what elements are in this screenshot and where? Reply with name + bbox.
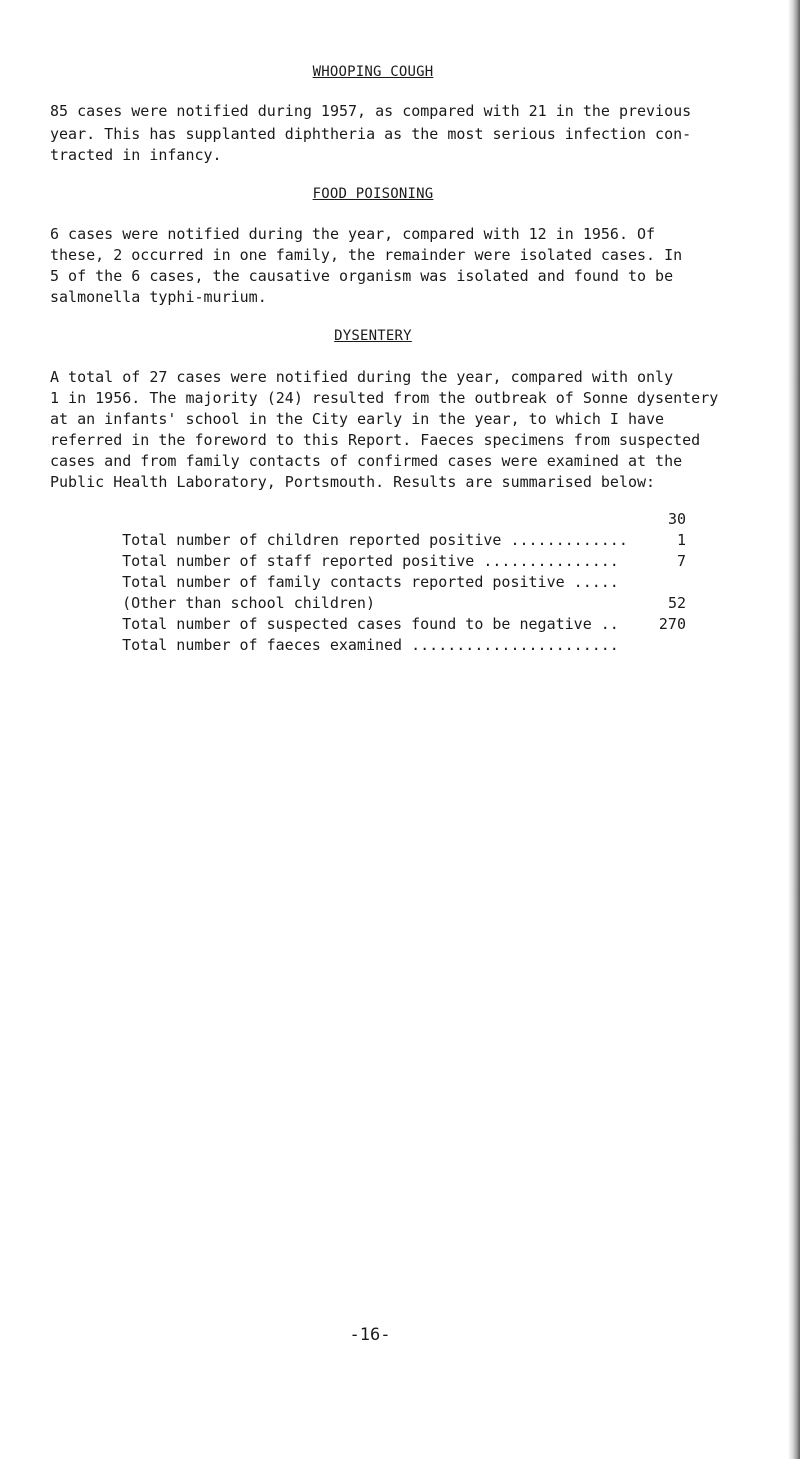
- dysentery-line-5: cases and from family contacts of confirmed cases were examined at the: [50, 452, 683, 470]
- results-label: (Other than school children): [122, 594, 375, 612]
- results-value: 270: [658, 615, 686, 633]
- results-value: 52: [667, 594, 686, 612]
- food-poisoning-line-2: these, 2 occurred in one family, the remainder were isolated cases. In: [50, 246, 683, 264]
- whooping-cough-line-3: tracted in infancy.: [50, 146, 222, 164]
- results-label: Total number of family contacts reported positive .....: [122, 573, 619, 591]
- dysentery-line-3: at an infants' school in the City early in the year, to which I have: [50, 410, 665, 428]
- whooping-cough-line-2: year. This has supplanted diphtheria as the most serious infection con-: [50, 125, 692, 143]
- section-heading-food-poisoning: FOOD POISONING: [312, 186, 434, 202]
- page-number: -16-: [349, 1325, 391, 1345]
- results-value: 30: [667, 510, 686, 528]
- whooping-cough-line-1: 85 cases were notified during 1957, as compared with 21 in the previous: [50, 102, 692, 120]
- results-label: Total number of staff reported positive ...............: [122, 552, 619, 570]
- section-heading-dysentery: DYSENTERY: [334, 328, 412, 344]
- dysentery-line-2: 1 in 1956. The majority (24) resulted from the outbreak of Sonne dysentery: [50, 389, 719, 407]
- results-label: Total number of suspected cases found to be negative ..: [122, 615, 619, 633]
- food-poisoning-line-1: 6 cases were notified during the year, compared with 12 in 1956. Of: [50, 225, 656, 243]
- food-poisoning-line-3: 5 of the 6 cases, the causative organism was isolated and found to be: [50, 267, 674, 285]
- scan-edge-shadow: [788, 0, 800, 1459]
- section-heading-whooping-cough: WHOOPING COUGH: [312, 64, 434, 80]
- results-row: [86, 614, 686, 698]
- results-value: 1: [676, 531, 686, 549]
- dysentery-line-4: referred in the foreword to this Report. Faeces specimens from suspected: [50, 431, 701, 449]
- dysentery-line-1: A total of 27 cases were notified during the year, compared with only: [50, 368, 674, 386]
- results-label: Total number of children reported positive .............: [122, 531, 628, 549]
- dysentery-line-6: Public Health Laboratory, Portsmouth. Results are summarised below:: [50, 473, 656, 491]
- results-value: 7: [676, 552, 686, 570]
- results-label: Total number of faeces examined .......................: [122, 636, 619, 654]
- food-poisoning-line-4: salmonella typhi-murium.: [50, 288, 267, 306]
